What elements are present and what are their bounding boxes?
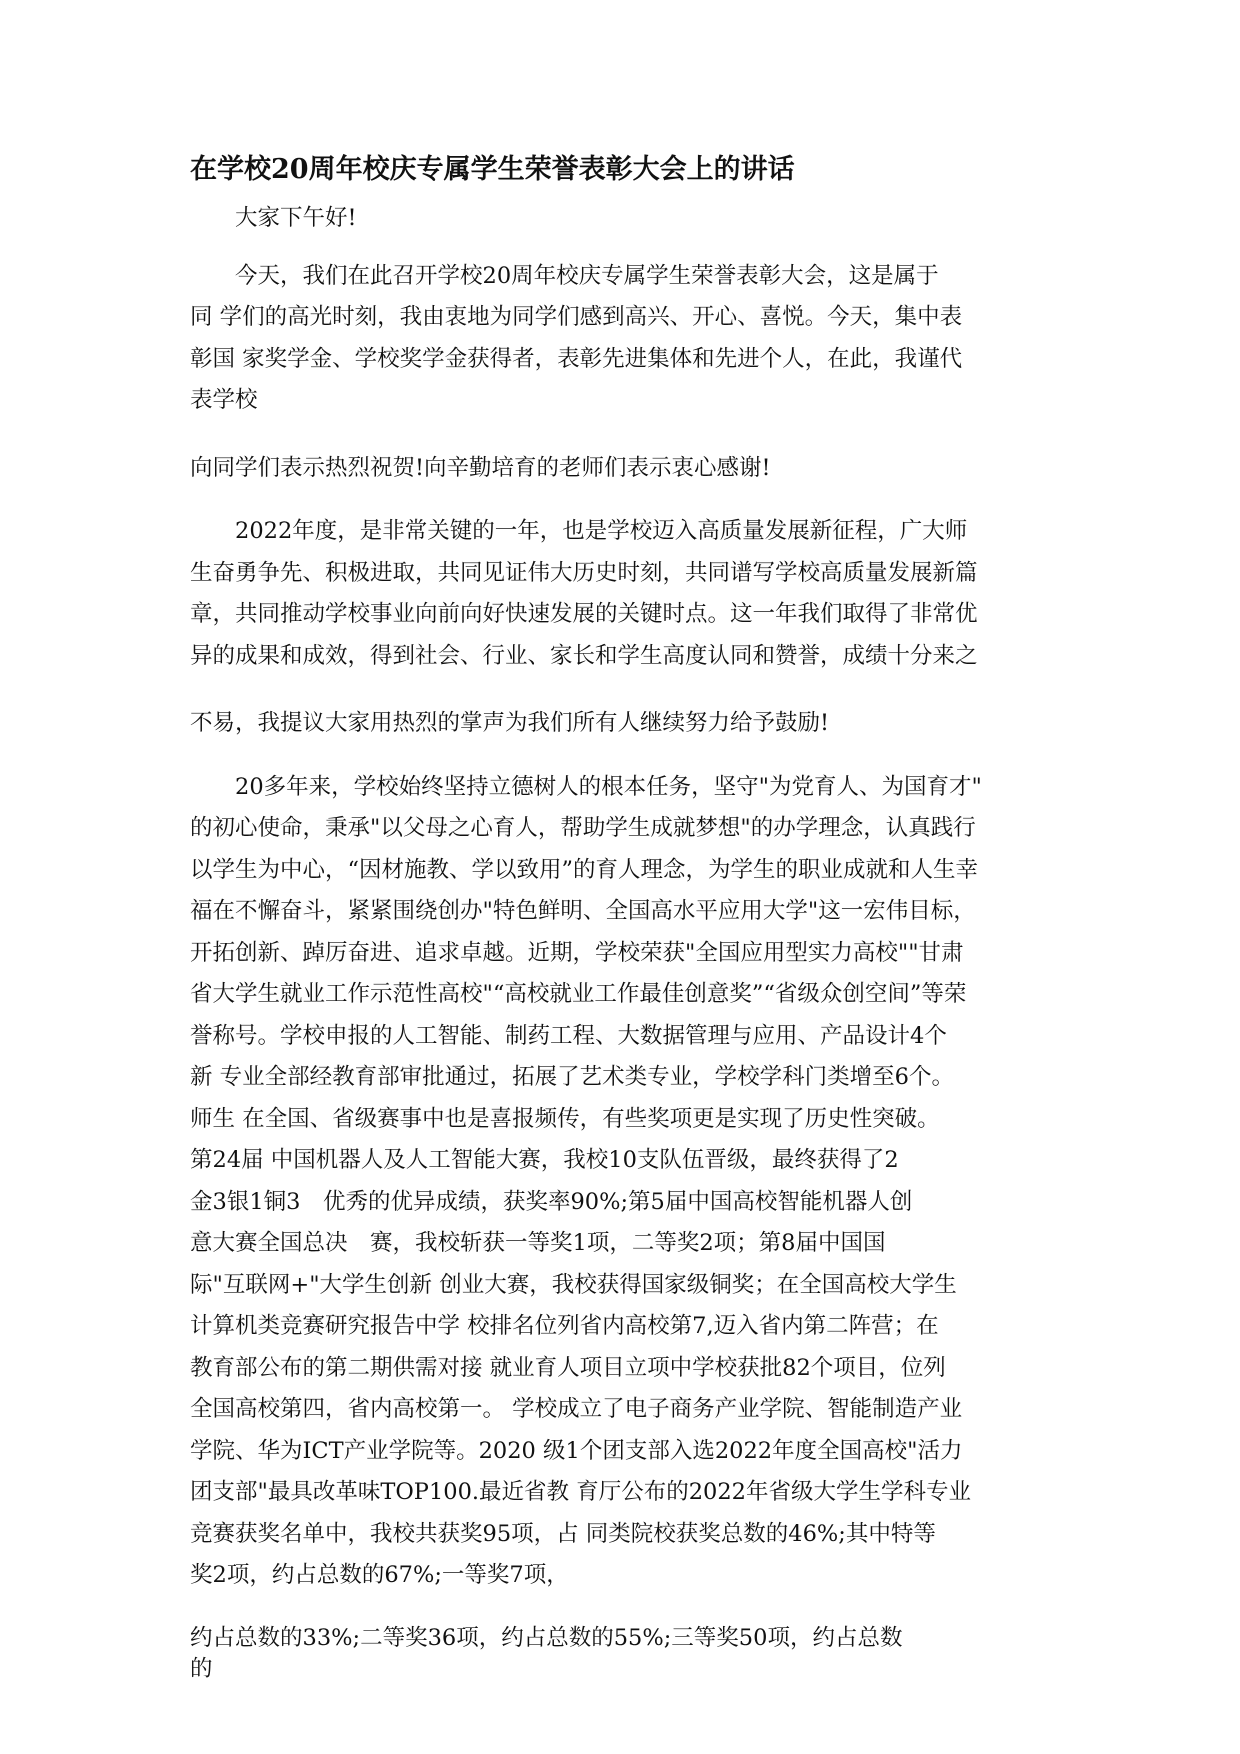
paragraph-line: 今天，我们在此召开学校20周年校庆专属学生荣誉表彰大会，这是属于 xyxy=(235,262,939,289)
paragraph-line: 奖2项，约占总数的67%;一等奖7项， xyxy=(190,1562,569,1588)
paragraph-line: 福在不懈奋斗，紧紧围绕创办"特色鲜明、全国高水平应用大学"这一宏伟目标， xyxy=(190,898,976,924)
paragraph-line: 章，共同推动学校事业向前向好快速发展的关键时点。这一年我们取得了非常优 xyxy=(190,601,978,627)
paragraph-line: 竞赛获奖名单中，我校共获奖95项，占 同类院校获奖总数的46%;其中特等 xyxy=(190,1520,936,1547)
paragraph-line: 学院、华为ICT产业学院等。2020 级1个团支部入选2022年度全国高校"活力 xyxy=(190,1437,963,1464)
greeting: 大家下午好! xyxy=(235,205,357,231)
paragraph-line: 师生 在全国、省级赛事中也是喜报频传，有些奖项更是实现了历史性突破。 xyxy=(190,1105,940,1132)
paragraph-6 xyxy=(190,1623,1060,1685)
document-page xyxy=(190,150,1060,1685)
paragraph-line: 省大学生就业工作示范性高校"“高校就业工作最佳创意奖”“省级众创空间”等荣 xyxy=(190,981,967,1007)
paragraph-line: 团支部"最具改革味TOP100.最近省教 育厅公布的2022年省级大学生学科专业 xyxy=(190,1479,971,1505)
paragraph-4: 不易，我提议大家用热烈的掌声为我们所有人继续努力给予鼓励! xyxy=(190,710,830,736)
paragraph-line: 际"互联网+"大学生创新 创业大赛，我校获得国家级铜奖；在全国高校大学生 xyxy=(190,1271,957,1298)
paragraph-line: 的初心使命，秉承"以父母之心育人，帮助学生成就梦想"的办学理念，认真践行 xyxy=(190,815,976,841)
document-title: 在学校20周年校庆专属学生荣誉表彰大会上的讲话 xyxy=(190,154,795,185)
paragraph-line: 全国高校第四，省内高校第一。 学校成立了电子商务产业学院、智能制造产业 xyxy=(190,1396,963,1422)
paragraph-line: 同 学们的高光时刻，我由衷地为同学们感到高兴、开心、喜悦。今天，集中表 xyxy=(190,304,963,330)
paragraph-5 xyxy=(190,767,1060,1597)
paragraph-line: 的 xyxy=(190,1655,213,1682)
paragraph-line: 计算机类竞赛研究报告中学 校排名位列省内高校第7,迈入省内第二阵营；在 xyxy=(190,1313,939,1339)
paragraph-3 xyxy=(190,511,1060,677)
paragraph-line: 开拓创新、踔厉奋进、追求卓越。近期，学校荣获"全国应用型实力高校""甘肃 xyxy=(190,939,964,966)
paragraph-line: 第24届 中国机器人及人工智能大赛，我校10支队伍晋级，最终获得了2 xyxy=(190,1147,899,1173)
paragraph-line: 异的成果和成效，得到社会、行业、家长和学生高度认同和赞誉，成绩十分来之 xyxy=(190,642,978,669)
paragraph-1 xyxy=(190,256,1060,422)
paragraph-line: 以学生为中心，“因材施教、学以致用”的育人理念，为学生的职业成就和人生幸 xyxy=(190,856,979,883)
paragraph-line: 2022年度，是非常关键的一年，也是学校迈入高质量发展新征程，广大师 xyxy=(235,518,968,544)
paragraph-2: 向同学们表示热烈祝贺!向辛勤培育的老师们表示衷心感谢! xyxy=(190,454,771,481)
paragraph-line: 生奋勇争先、积极进取，共同见证伟大历史时刻，共同谱写学校高质量发展新篇 xyxy=(190,559,978,586)
paragraph-line: 约占总数的33%;二等奖36项，约占总数的55%;三等奖50项，约占总数 xyxy=(190,1624,903,1651)
paragraph-line: 表学校 xyxy=(190,387,258,413)
paragraph-line: 教育部公布的第二期供需对接 就业育人项目立项中学校获批82个项目，位列 xyxy=(190,1354,946,1381)
paragraph-line: 新 专业全部经教育部审批通过，拓展了艺术类专业，学校学科门类增至6个。 xyxy=(190,1064,954,1090)
paragraph-line: 金3银1铜3 优秀的优异成绩，获奖率90%;第5届中国高校智能机器人创 xyxy=(190,1188,913,1215)
paragraph-line: 20多年来，学校始终坚持立德树人的根本任务，坚守"为党育人、为国育才" xyxy=(235,773,982,800)
paragraph-line: 誉称号。学校申报的人工智能、制药工程、大数据管理与应用、产品设计4个 xyxy=(190,1022,947,1049)
paragraph-line: 彰国 家奖学金、学校奖学金获得者，表彰先进集体和先进个人，在此，我谨代 xyxy=(190,345,963,372)
paragraph-line: 意大赛全国总决 赛，我校斩获一等奖1项，二等奖2项；第8届中国国 xyxy=(190,1230,886,1256)
